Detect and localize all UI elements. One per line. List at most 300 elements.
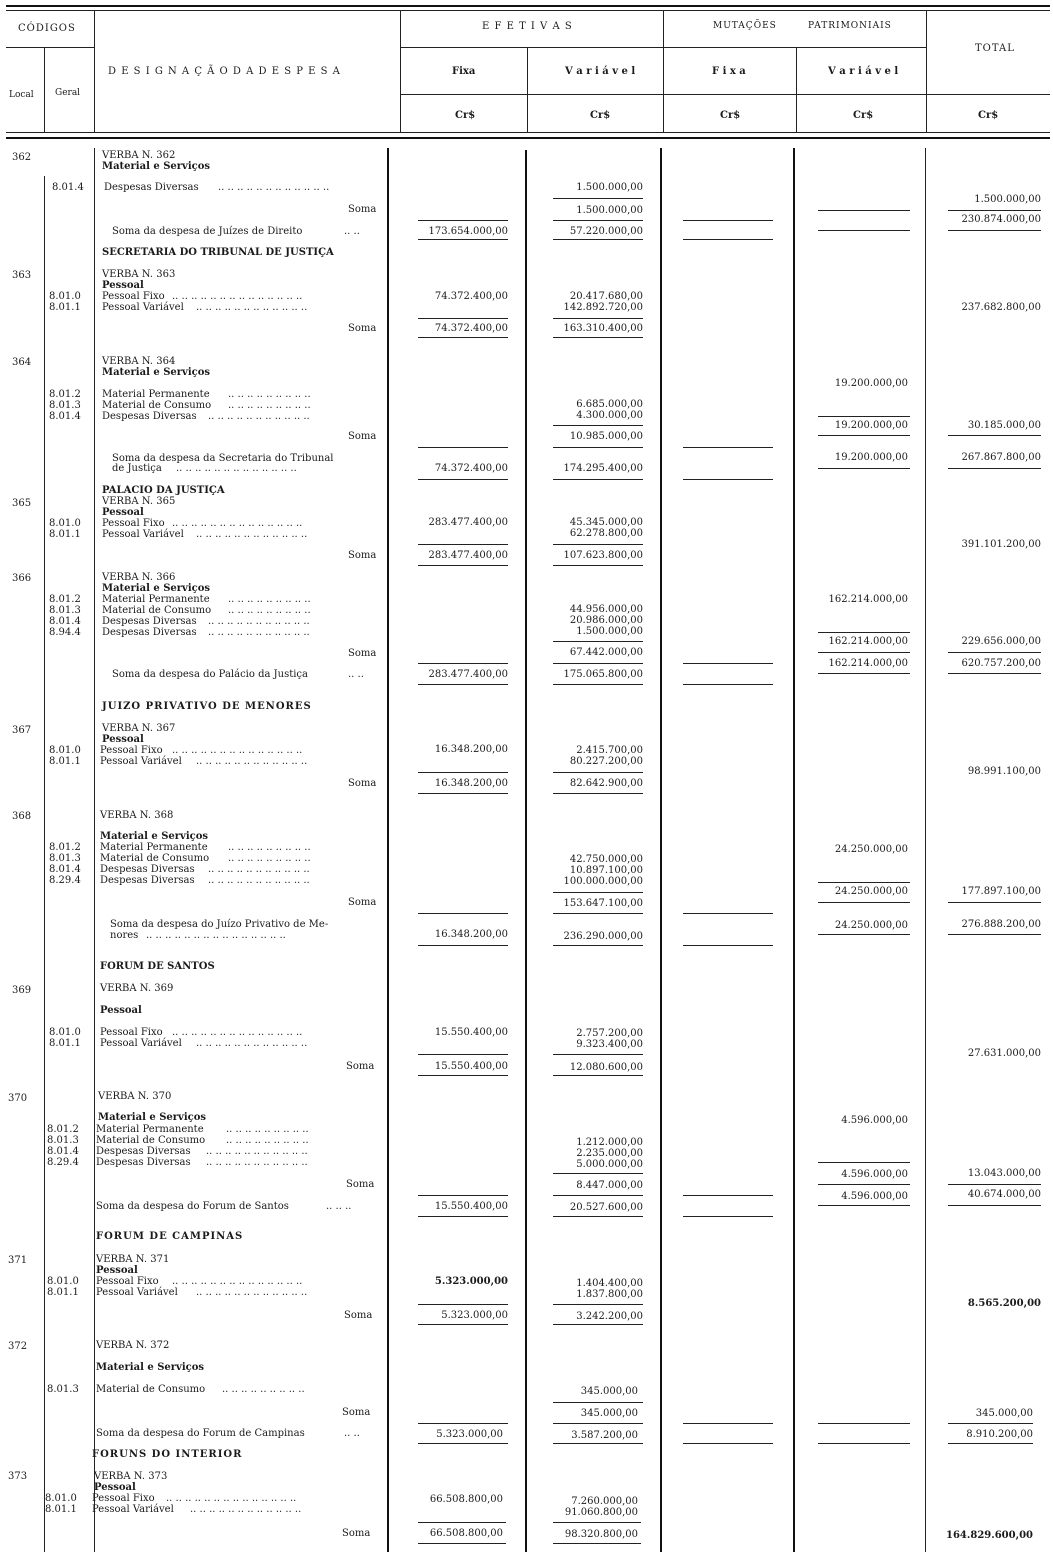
header-mutacoes: MUTAÇÕES xyxy=(713,21,777,31)
verba-subtitle: Material e Serviços xyxy=(96,1362,205,1373)
header-geral: Geral xyxy=(55,88,81,98)
rule xyxy=(683,220,773,221)
verba-subtitle: Pessoal xyxy=(96,1265,138,1276)
rule xyxy=(683,684,773,685)
rule xyxy=(553,1304,643,1305)
rule xyxy=(553,641,643,642)
codigos-rule xyxy=(6,47,94,48)
leader-dots: .. .. .. .. .. .. .. .. .. .. .. .. .. .. xyxy=(166,1493,297,1504)
verba-title: VERBA N. 368 xyxy=(100,810,174,821)
leader-dots: .. .. .. .. .. .. .. .. .. xyxy=(228,400,311,411)
variavel-value: 1.500.000,00 xyxy=(576,182,643,193)
geral-code: 8.29.4 xyxy=(47,1157,79,1168)
item-desc: Despesas Diversas xyxy=(100,875,195,886)
rule xyxy=(553,1543,641,1544)
variavel-value: 62.278.800,00 xyxy=(569,528,643,539)
leader-dots: .. .. .. xyxy=(326,1201,352,1212)
leader-dots: .. .. .. .. .. .. .. .. .. .. .. .. xyxy=(196,756,308,767)
soma-label: Soma xyxy=(348,204,377,215)
leader-dots: .. .. .. .. .. .. .. .. .. .. .. .. xyxy=(196,1038,308,1049)
rule xyxy=(818,1184,910,1185)
rule xyxy=(418,913,508,914)
rule xyxy=(553,239,643,240)
fixa-value: 74.372.400,00 xyxy=(434,291,508,302)
body-vline-var xyxy=(525,150,527,1552)
leader-dots: .. .. .. .. .. .. .. .. .. .. .. .. .. .. xyxy=(172,745,303,756)
rule xyxy=(683,663,773,664)
rule xyxy=(818,652,910,653)
rule xyxy=(948,673,1041,674)
hdr-vline-desig xyxy=(400,10,401,133)
mut-variavel-value: 24.250.000,00 xyxy=(834,920,908,931)
header-bottom-rule-2 xyxy=(6,137,1050,139)
subtotal-desc: de Justiça xyxy=(112,463,162,474)
rule xyxy=(948,934,1041,935)
geral-code: 8.01.2 xyxy=(49,389,81,400)
variavel-value: 163.310.400,00 xyxy=(563,323,643,334)
subtotal-desc: Soma da despesa de Juízes de Direito xyxy=(112,226,303,237)
total-value: 276.888.200,00 xyxy=(961,919,1041,930)
rule xyxy=(553,793,643,794)
mut-variavel-value: 4.596.000,00 xyxy=(841,1191,908,1202)
local-code: 370 xyxy=(8,1093,28,1104)
rule xyxy=(553,198,643,199)
geral-code: 8.01.0 xyxy=(45,1493,77,1504)
verba-subtitle: Pessoal xyxy=(102,734,144,745)
leader-dots: .. .. .. .. .. .. .. .. .. xyxy=(228,594,311,605)
rule xyxy=(818,1205,910,1206)
subtotal-desc: nores xyxy=(110,930,139,941)
verba-subtitle: Material e Serviços xyxy=(100,831,209,842)
hdr-vline-fixa xyxy=(527,47,528,133)
section-heading: FORUNS DO INTERIOR xyxy=(92,1449,243,1460)
mut-variavel-value: 4.596.000,00 xyxy=(841,1115,908,1126)
total-value: 27.631.000,00 xyxy=(967,1048,1041,1059)
variavel-value: 345.000,00 xyxy=(580,1408,638,1419)
local-code: 373 xyxy=(8,1471,28,1482)
geral-code: 8.01.4 xyxy=(47,1146,79,1157)
leader-dots: .. .. .. .. .. .. .. .. .. .. .. .. xyxy=(218,182,330,193)
rule xyxy=(818,934,910,935)
variavel-value: 6.685.000,00 xyxy=(576,399,643,410)
rule xyxy=(948,1184,1041,1185)
total-value: 391.101.200,00 xyxy=(961,539,1041,550)
header-total: TOTAL xyxy=(975,43,1015,54)
item-desc: Pessoal Fixo xyxy=(92,1493,155,1504)
fixa-value: 66.508.800,00 xyxy=(429,1528,503,1539)
verba-title: VERBA N. 366 xyxy=(102,572,176,583)
rule xyxy=(818,230,910,231)
verba-title: VERBA N. 371 xyxy=(96,1254,170,1265)
rule xyxy=(818,416,910,417)
geral-code: 8.01.3 xyxy=(49,853,81,864)
body-vline-fixa xyxy=(387,148,389,1552)
rule xyxy=(818,902,910,903)
item-desc: Pessoal Variável xyxy=(92,1504,174,1515)
local-code: 363 xyxy=(12,270,32,281)
total-value: 230.874.000,00 xyxy=(961,214,1041,225)
mut-variavel-value: 19.200.000,00 xyxy=(834,420,908,431)
variavel-value: 98.320.800,00 xyxy=(564,1529,638,1540)
local-code: 371 xyxy=(8,1255,28,1266)
rule xyxy=(553,1443,643,1444)
fixa-value: 283.477.400,00 xyxy=(428,550,508,561)
geral-code: 8.01.4 xyxy=(52,182,84,193)
rule xyxy=(553,479,643,480)
section-heading: FORUM DE SANTOS xyxy=(100,961,215,972)
currency-label: Cr$ xyxy=(455,110,476,121)
item-desc: Material de Consumo xyxy=(102,400,212,411)
top-rule-2 xyxy=(6,10,1050,11)
soma-label: Soma xyxy=(342,1528,371,1539)
header-variavel-mutacoes: V a r i á v e l xyxy=(828,66,899,77)
leader-dots: .. .. .. .. .. .. .. .. .. .. .. xyxy=(208,627,310,638)
variavel-value: 42.750.000,00 xyxy=(569,854,643,865)
rule xyxy=(418,1054,508,1055)
rule xyxy=(683,1195,773,1196)
geral-code: 8.01.3 xyxy=(49,605,81,616)
item-desc: Pessoal Variável xyxy=(102,302,184,313)
variavel-value: 236.290.000,00 xyxy=(563,931,643,942)
rule xyxy=(683,479,773,480)
variavel-value: 20.417.680,00 xyxy=(569,291,643,302)
fixa-value: 16.348.200,00 xyxy=(434,778,508,789)
total-value: 1.500.000,00 xyxy=(974,194,1041,205)
rule xyxy=(418,337,508,338)
rule xyxy=(948,468,1041,469)
header-fixa-mutacoes: F i x a xyxy=(712,66,746,77)
leader-dots: .. .. .. .. .. .. .. .. .. .. .. xyxy=(206,1157,308,1168)
mut-variavel-value: 162.214.000,00 xyxy=(828,594,908,605)
verba-title: VERBA N. 364 xyxy=(102,356,176,367)
subtotal-desc: Soma da despesa do Juízo Privativo de Me- xyxy=(110,919,329,930)
rule xyxy=(948,652,1041,653)
variavel-value: 45.345.000,00 xyxy=(569,517,643,528)
variavel-value: 10.985.000,00 xyxy=(569,431,643,442)
variavel-value: 10.897.100,00 xyxy=(569,865,643,876)
variavel-value: 345.000,00 xyxy=(580,1386,638,1397)
total-value: 620.757.200,00 xyxy=(961,658,1041,669)
local-code: 369 xyxy=(12,985,32,996)
soma-label: Soma xyxy=(348,778,377,789)
variavel-value: 1.837.800,00 xyxy=(576,1289,643,1300)
variavel-value: 153.647.100,00 xyxy=(563,898,643,909)
geral-code: 8.01.1 xyxy=(49,529,81,540)
rule xyxy=(418,239,508,240)
section-heading: PALACIO DA JUSTIÇA xyxy=(102,485,225,496)
rule xyxy=(418,1304,508,1305)
verba-subtitle: Pessoal xyxy=(94,1482,136,1493)
geral-code: 8.01.1 xyxy=(47,1287,79,1298)
geral-code: 8.01.1 xyxy=(49,756,81,767)
rule xyxy=(818,1162,910,1163)
leader-dots: .. .. .. .. .. .. .. .. .. xyxy=(228,389,311,400)
rule xyxy=(948,210,1041,211)
verba-title: VERBA N. 369 xyxy=(100,983,174,994)
leader-dots: .. .. .. .. .. .. .. .. .. .. .. .. xyxy=(196,529,308,540)
cr-rule xyxy=(400,94,1050,95)
header-fixa-efetivas: Fixa xyxy=(452,66,476,77)
verba-title: VERBA N. 362 xyxy=(102,150,176,161)
mut-variavel-value: 4.596.000,00 xyxy=(841,1169,908,1180)
item-desc: Despesas Diversas xyxy=(100,864,195,875)
header-efetivas: E F E T I V A S xyxy=(482,21,573,32)
fixa-value: 15.550.400,00 xyxy=(434,1201,508,1212)
leader-dots: .. .. .. .. .. .. .. .. .. xyxy=(228,853,311,864)
mut-variavel-value: 24.250.000,00 xyxy=(834,886,908,897)
local-code: 362 xyxy=(12,152,32,163)
soma-label: Soma xyxy=(348,323,377,334)
leader-dots: .. .. .. .. .. .. .. .. .. .. .. .. xyxy=(196,302,308,313)
item-desc: Pessoal Variável xyxy=(96,1287,178,1298)
variavel-value: 8.447.000,00 xyxy=(576,1180,643,1191)
local-code: 365 xyxy=(12,498,32,509)
subtotal-desc: Soma da despesa do Palácio da Justiça xyxy=(112,669,308,680)
leader-dots: .. .. .. .. .. .. .. .. .. .. .. .. .. .. xyxy=(172,518,303,529)
total-value: 40.674.000,00 xyxy=(967,1189,1041,1200)
geral-code: 8.01.4 xyxy=(49,616,81,627)
rule xyxy=(948,435,1041,436)
rule xyxy=(818,1423,910,1424)
fixa-value: 15.550.400,00 xyxy=(434,1061,508,1072)
soma-label: Soma xyxy=(342,1407,371,1418)
rule xyxy=(553,318,643,319)
item-desc: Material Permanente xyxy=(100,842,208,853)
rule xyxy=(818,435,910,436)
fixa-value: 5.323.000,00 xyxy=(436,1429,503,1440)
variavel-value: 67.442.000,00 xyxy=(569,647,643,658)
leader-dots: .. .. .. .. .. .. .. .. .. .. .. xyxy=(208,875,310,886)
section-heading: SECRETARIA DO TRIBUNAL DE JUSTIÇA xyxy=(102,247,334,258)
variavel-value: 3.587.200,00 xyxy=(571,1430,638,1441)
rule xyxy=(418,479,508,480)
fixa-value: 74.372.400,00 xyxy=(434,463,508,474)
rule xyxy=(553,447,643,448)
rule xyxy=(418,1522,506,1523)
variavel-value: 20.986.000,00 xyxy=(569,615,643,626)
rule xyxy=(553,1324,643,1325)
rule xyxy=(818,468,910,469)
item-desc: Material de Consumo xyxy=(96,1384,206,1395)
variavel-value: 2.235.000,00 xyxy=(576,1148,643,1159)
rule xyxy=(553,1054,643,1055)
local-code: 372 xyxy=(8,1341,28,1352)
rule xyxy=(553,425,643,426)
total-value: 30.185.000,00 xyxy=(967,420,1041,431)
leader-dots: .. .. xyxy=(344,226,360,237)
geral-code: 8.01.2 xyxy=(47,1124,79,1135)
verba-title: VERBA N. 372 xyxy=(96,1340,170,1351)
rule xyxy=(553,544,643,545)
rule xyxy=(418,663,508,664)
rule xyxy=(683,1423,773,1424)
geral-code: 8.01.3 xyxy=(47,1135,79,1146)
geral-code: 8.94.4 xyxy=(49,627,81,638)
rule xyxy=(553,1075,643,1076)
soma-label: Soma xyxy=(348,648,377,659)
rule xyxy=(553,1402,643,1403)
mut-variavel-value: 19.200.000,00 xyxy=(834,378,908,389)
section-heading: JUIZO PRIVATIVO DE MENORES xyxy=(102,701,312,712)
item-desc: Despesas Diversas xyxy=(96,1146,191,1157)
variavel-value: 2.415.700,00 xyxy=(576,745,643,756)
total-value: 8.910.200,00 xyxy=(966,1429,1033,1440)
header-bottom-rule xyxy=(6,132,1050,133)
item-desc: Despesas Diversas xyxy=(96,1157,191,1168)
variavel-value: 142.892.720,00 xyxy=(563,302,643,313)
item-desc: Pessoal Fixo xyxy=(102,518,165,529)
verba-subtitle: Pessoal xyxy=(100,1005,142,1016)
variavel-value: 174.295.400,00 xyxy=(563,463,643,474)
item-desc: Material Permanente xyxy=(102,594,210,605)
variavel-value: 1.500.000,00 xyxy=(576,626,643,637)
currency-label: Cr$ xyxy=(720,110,741,121)
leader-dots: .. .. .. .. .. .. .. .. .. .. .. .. xyxy=(190,1504,302,1515)
leader-dots: .. .. xyxy=(348,669,364,680)
soma-label: Soma xyxy=(346,1179,375,1190)
item-desc: Despesas Diversas xyxy=(102,616,197,627)
variavel-value: 7.260.000,00 xyxy=(571,1496,638,1507)
rule xyxy=(418,447,508,448)
rule xyxy=(553,565,643,566)
mut-variavel-value: 24.250.000,00 xyxy=(834,844,908,855)
fixa-value: 283.477.400,00 xyxy=(428,669,508,680)
rule xyxy=(553,913,643,914)
rule xyxy=(418,1195,508,1196)
hdr-vline-local xyxy=(44,47,45,133)
geral-code: 8.01.1 xyxy=(49,1038,81,1049)
rule xyxy=(948,1423,1033,1424)
variavel-value: 3.242.200,00 xyxy=(576,1311,643,1322)
rule xyxy=(553,220,643,221)
item-desc: Pessoal Fixo xyxy=(100,1027,163,1038)
geral-code: 8.01.2 xyxy=(49,594,81,605)
body-vline-mfixa xyxy=(660,148,662,1552)
verba-subtitle: Material e Serviços xyxy=(102,161,211,172)
rule xyxy=(683,945,773,946)
rule xyxy=(418,1324,508,1325)
variavel-value: 100.000.000,00 xyxy=(563,876,643,887)
variavel-value: 175.065.800,00 xyxy=(563,669,643,680)
rule xyxy=(948,1205,1041,1206)
fixa-value: 16.348.200,00 xyxy=(434,744,508,755)
verba-title: VERBA N. 363 xyxy=(102,269,176,280)
currency-label: Cr$ xyxy=(853,110,874,121)
rule xyxy=(418,793,508,794)
total-value: 267.867.800,00 xyxy=(961,452,1041,463)
geral-code: 8.01.1 xyxy=(49,302,81,313)
item-desc: Pessoal Variável xyxy=(100,1038,182,1049)
rule xyxy=(553,1522,641,1523)
leader-dots: .. .. .. .. .. .. .. .. .. .. .. .. .. .. .. xyxy=(146,930,286,941)
rule xyxy=(418,1423,508,1424)
leader-dots: .. .. .. .. .. .. .. .. .. xyxy=(222,1384,305,1395)
geral-code: 8.01.0 xyxy=(49,745,81,756)
mut-variavel-value: 19.200.000,00 xyxy=(834,452,908,463)
variavel-value: 1.212.000,00 xyxy=(576,1137,643,1148)
rule xyxy=(683,447,773,448)
rule xyxy=(418,565,508,566)
leader-dots: .. .. .. .. .. .. .. .. .. .. .. xyxy=(208,864,310,875)
hdr-vline-mfixa xyxy=(796,47,797,133)
item-desc: Despesas Diversas xyxy=(102,411,197,422)
rule xyxy=(418,684,508,685)
fixa-value: 173.654.000,00 xyxy=(428,226,508,237)
header-variavel-efetivas: V a r i á v e l xyxy=(565,66,636,77)
fixa-value: 5.323.000,00 xyxy=(434,1276,508,1287)
fixa-value: 5.323.000,00 xyxy=(441,1310,508,1321)
rule xyxy=(818,210,910,211)
rule xyxy=(948,1443,1033,1444)
total-value: 13.043.000,00 xyxy=(967,1168,1041,1179)
local-code: 367 xyxy=(12,725,32,736)
currency-label: Cr$ xyxy=(978,110,999,121)
variavel-value: 107.623.800,00 xyxy=(563,550,643,561)
variavel-value: 1.404.400,00 xyxy=(576,1278,643,1289)
geral-code: 8.01.0 xyxy=(47,1276,79,1287)
total-value: 345.000,00 xyxy=(975,1408,1033,1419)
soma-label: Soma xyxy=(346,1061,375,1072)
rule xyxy=(818,1443,910,1444)
geral-code: 8.29.4 xyxy=(49,875,81,886)
fixa-value: 66.508.800,00 xyxy=(429,1494,503,1505)
geral-code: 8.01.0 xyxy=(49,518,81,529)
total-value: 177.897.100,00 xyxy=(961,886,1041,897)
rule xyxy=(683,1216,773,1217)
fixa-value: 74.372.400,00 xyxy=(434,323,508,334)
fixa-value: 15.550.400,00 xyxy=(434,1027,508,1038)
fixa-value: 16.348.200,00 xyxy=(434,929,508,940)
verba-subtitle: Pessoal xyxy=(102,507,144,518)
currency-label: Cr$ xyxy=(590,110,611,121)
rule xyxy=(818,673,910,674)
rule xyxy=(948,902,1041,903)
variavel-value: 20.527.600,00 xyxy=(569,1202,643,1213)
total-value: 237.682.800,00 xyxy=(961,302,1041,313)
rule xyxy=(553,1195,643,1196)
rule xyxy=(418,220,508,221)
geral-code: 8.01.0 xyxy=(49,291,81,302)
subtotal-desc: Soma da despesa do Forum de Santos xyxy=(96,1201,289,1212)
item-desc: Material de Consumo xyxy=(102,605,212,616)
geral-code: 8.01.0 xyxy=(49,1027,81,1038)
geral-code: 8.01.1 xyxy=(45,1504,77,1515)
verba-subtitle: Material e Serviços xyxy=(102,583,211,594)
leader-dots: .. .. .. .. .. .. .. .. .. .. .. .. .. .. xyxy=(172,1027,303,1038)
local-code: 368 xyxy=(12,811,32,822)
rule xyxy=(948,230,1041,231)
leader-dots: .. .. .. .. .. .. .. .. .. .. .. .. .. .. xyxy=(172,1276,303,1287)
body-vline-geral xyxy=(44,176,45,1552)
rule xyxy=(553,1423,643,1424)
rule xyxy=(553,772,643,773)
total-value: 229.656.000,00 xyxy=(961,636,1041,647)
variavel-value: 12.080.600,00 xyxy=(569,1062,643,1073)
soma-label: Soma xyxy=(348,897,377,908)
body-vline-desig xyxy=(94,148,95,1552)
verba-title: VERBA N. 367 xyxy=(102,723,176,734)
item-desc: Despesas Diversas xyxy=(102,627,197,638)
variavel-value: 2.757.200,00 xyxy=(576,1028,643,1039)
item-desc: Pessoal Variável xyxy=(102,529,184,540)
leader-dots: .. .. .. .. .. .. .. .. .. .. .. .. xyxy=(196,1287,308,1298)
rule xyxy=(553,1216,643,1217)
item-desc: Pessoal Variável xyxy=(100,756,182,767)
hdr-vline-geral xyxy=(94,10,95,133)
geral-code: 8.01.4 xyxy=(49,411,81,422)
local-code: 366 xyxy=(12,573,32,584)
variavel-value: 91.060.800,00 xyxy=(564,1507,638,1518)
